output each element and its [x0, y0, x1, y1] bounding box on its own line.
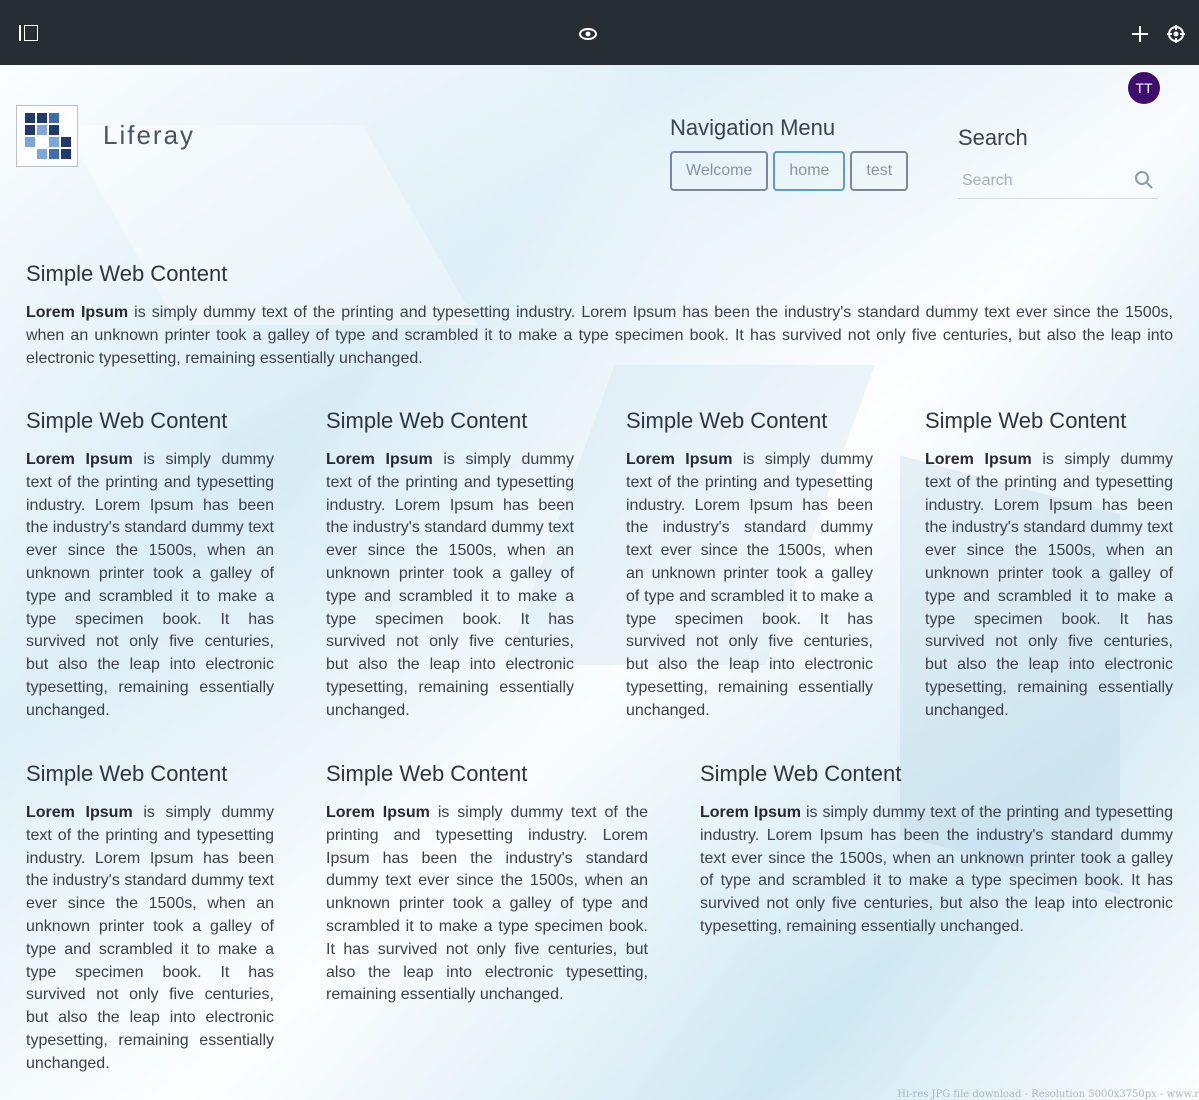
search-input[interactable] — [958, 164, 1128, 197]
plus-icon[interactable] — [1128, 22, 1152, 46]
nav-item-welcome[interactable]: Welcome — [670, 151, 768, 191]
portlet-body: Lorem Ipsum is simply dummy text of the printing and typesetting industry. Lorem Ipsum has been the industry's standard dummy text ever since the 1500s, when an unknown printer took a galley of type and scrambled it to make a type specimen book. It has survived not only five centuries, but also the leap into electronic typesetting, remaining essentially unchanged. — [925, 451, 1173, 719]
portlet-body: Lorem Ipsum is simply dummy text of the printing and typesetting industry. Lorem Ipsum has been the industry's standard dummy text ever since the 1500s, when an unknown printer took a galley of type and scrambled it to make a type specimen book. It has survived not only five centuries, but also the leap into electronic typesetting, remaining essentially unchanged. — [26, 451, 274, 719]
web-content-portlet — [326, 760, 648, 1007]
web-content-portlet — [26, 760, 274, 1076]
portlet-body: Lorem Ipsum is simply dummy text of the printing and typesetting industry. Lorem Ipsum has been the industry's standard dummy text ever since the 1500s, when an unknown printer took a galley of type and scrambled it to make a type specimen book. It has survived not only five centuries, but also the leap into electronic typesetting, remaining essentially unchanged. — [326, 451, 574, 719]
web-content-portlet — [26, 260, 1173, 370]
portlet-title: Simple Web Content — [26, 408, 228, 433]
control-menu — [0, 0, 1199, 65]
nav-item-home[interactable]: home — [773, 151, 845, 191]
navigation-menu — [670, 151, 908, 191]
site-name[interactable]: Liferay — [103, 120, 196, 150]
portlet-body: Lorem Ipsum is simply dummy text of the printing and typesetting industry. Lorem Ipsum has been the industry's standard dummy text ever since the 1500s, when an unknown printer took a galley of type and scrambled it to make a type specimen book. It has survived not only five centuries, but also the leap into electronic typesetting, remaining essentially unchanged. — [700, 804, 1174, 935]
portlet-body: Lorem Ipsum is simply dummy text of the printing and typesetting industry. Lorem Ipsum has been the industry's standard dummy text ever since the 1500s, when an unknown printer took a galley of type and scrambled it to make a type specimen book. It has survived not only five centuries, but also the leap into electronic typesetting, remaining essentially unchanged. — [26, 804, 274, 1072]
web-content-portlet — [925, 407, 1173, 723]
portlet-title: Simple Web Content — [626, 408, 828, 433]
web-content-portlet — [626, 407, 873, 723]
nav-item-test[interactable]: test — [850, 151, 908, 191]
navigation-title: Navigation Menu — [670, 115, 836, 140]
portlet-title: Simple Web Content — [326, 408, 528, 433]
web-content-portlet — [326, 407, 574, 723]
portlet-title: Simple Web Content — [26, 261, 228, 286]
portlet-body: Lorem Ipsum is simply dummy text of the printing and typesetting industry. Lorem Ipsum has been the industry's standard dummy text ever since the 1500s, when an unknown printer took a galley of type and scrambled it to make a type specimen book. It has survived not only five centuries, but also the leap into electronic typesetting, remaining essentially unchanged. — [326, 804, 649, 1004]
portlet-body: Lorem Ipsum is simply dummy text of the printing and typesetting industry. Lorem Ipsum has been the industry's standard dummy text ever since the 1500s, when an unknown printer took a galley of type and scrambled it to make a type specimen book. It has survived not only five centuries, but also the leap into electronic typesetting, remaining essentially unchanged. — [26, 304, 1173, 367]
web-content-portlet — [700, 760, 1173, 939]
simulation-icon[interactable] — [1164, 22, 1188, 46]
search-icon[interactable] — [1134, 170, 1154, 190]
web-content-portlet — [26, 407, 274, 723]
site-logo[interactable] — [16, 105, 78, 167]
portlet-title: Simple Web Content — [925, 408, 1127, 433]
eye-icon[interactable] — [576, 24, 600, 44]
portlet-body: Lorem Ipsum is simply dummy text of the printing and typesetting industry. Lorem Ipsum has been the industry's standard dummy text ever since the 1500s, when an unknown printer took a galley of type and scrambled it to make a type specimen book. It has survived not only five centuries, but also the leap into electronic typesetting, remaining essentially unchanged. — [626, 451, 873, 719]
search-title: Search — [958, 125, 1028, 150]
portlet-title: Simple Web Content — [26, 761, 228, 786]
background-watermark: Hi-res JPG file download - Resolution 5000x3750px - www.r — [897, 1089, 1199, 1100]
user-avatar[interactable]: TT — [1128, 72, 1160, 104]
portlet-title: Simple Web Content — [700, 761, 902, 786]
portlet-title: Simple Web Content — [326, 761, 528, 786]
product-menu-icon[interactable] — [16, 22, 42, 46]
search-bar — [958, 164, 1158, 199]
